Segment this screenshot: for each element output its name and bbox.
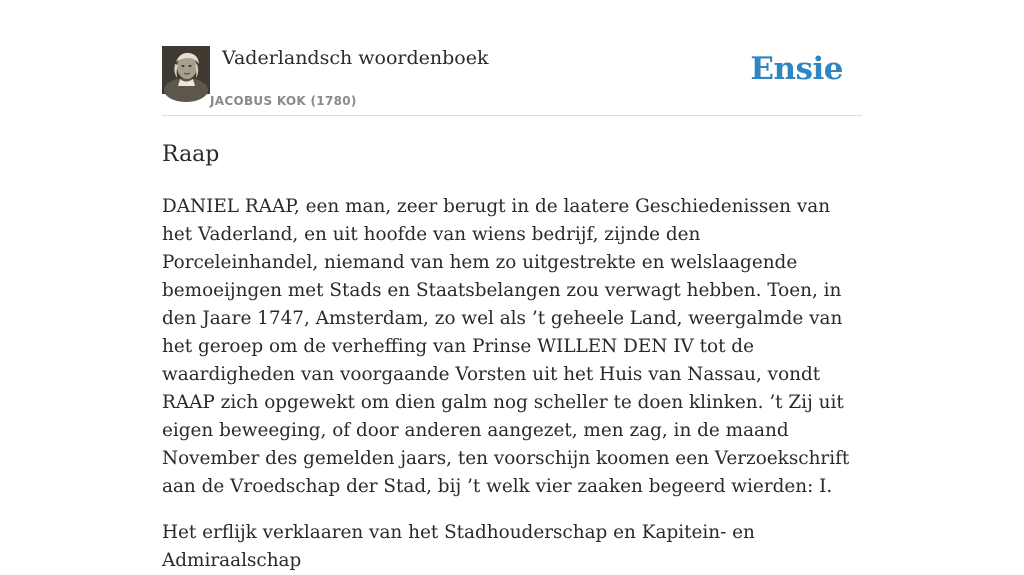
author-portrait-icon[interactable] — [162, 46, 210, 94]
entry-headword: Raap — [162, 142, 220, 167]
entry-paragraph: DANIEL RAAP, een man, zeer berugt in de laatere Geschiedenissen van het Vaderland, en uit hoofde van wiens bedrijf, zijnde den Porceleinhandel, niemand van hem zo uitgestrekte en welslaagende bemoeijngen met Stads en Staatsbelangen zou verwagt hebben. Toen, in den Jaare 1747, Amsterdam, zo wel als ’t geheele Land, weergalmde van het geroep om de verheffing van Prinse WILLEN DEN IV tot de waardigheden van voorgaande Vorsten uit het Huis van Nassau, vondt RAAP zich opgewekt om dien galm nog scheller te doen klinken. ’t Zij uit eigen beweeging, of door anderen aangezet, men zag, in de maand November des gemelden jaars, ten voorschijn koomen een Verzoekschrift aan de Vroedschap der Stad, bij ’t welk vier zaaken begeerd wierden: I. — [162, 196, 850, 497]
ensie-logo[interactable]: Ensie — [750, 51, 843, 87]
entry-paragraph: Het erflijk verklaaren van het Stadhouderschap en Kapitein- en Admiraalschap — [162, 522, 755, 571]
book-header — [162, 46, 862, 116]
author-label: JACOBUS KOK (1780) — [210, 94, 357, 108]
book-title-link[interactable]: Vaderlandsch woordenboek — [222, 47, 489, 69]
page — [162, 0, 862, 575]
entry-body — [162, 193, 862, 575]
author-portrait-svg — [162, 46, 210, 94]
